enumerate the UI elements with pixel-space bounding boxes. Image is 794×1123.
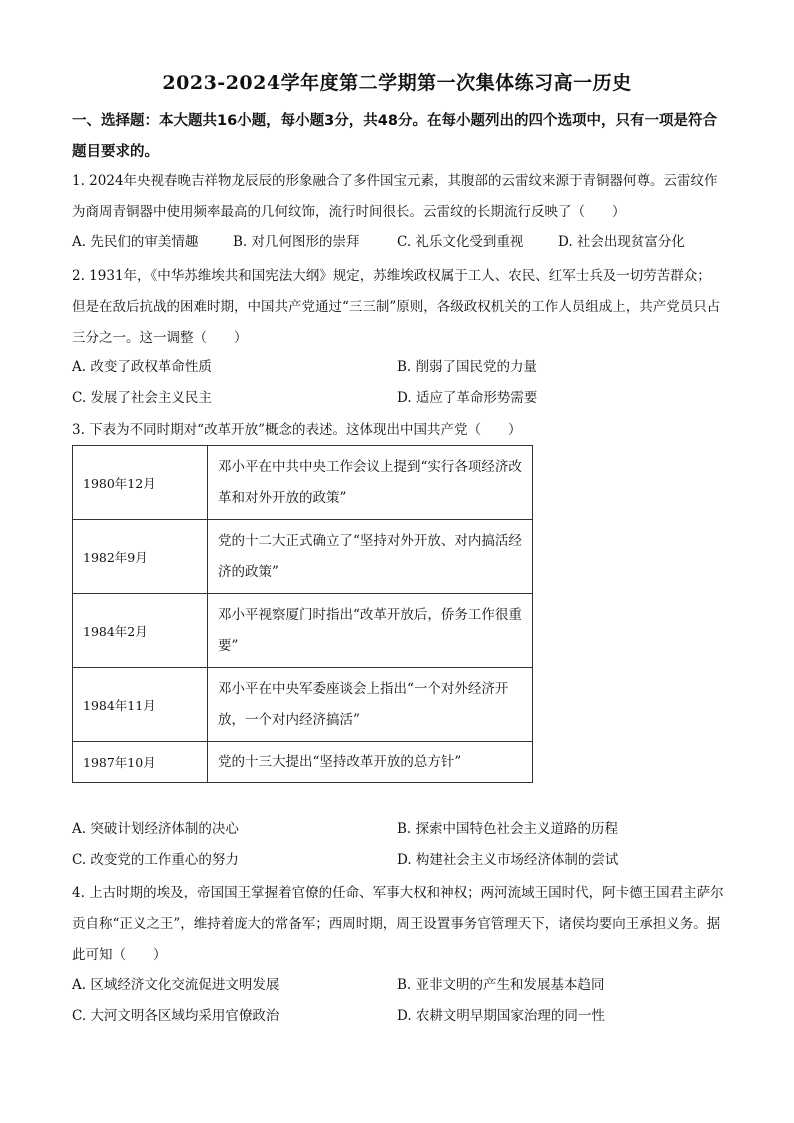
page-title: 2023-2024学年度第二学期第一次集体练习高一历史 — [162, 72, 632, 94]
table-row — [73, 742, 533, 783]
q1-option-b: B. 对几何图形的崇拜 — [233, 234, 360, 250]
q3-option-a: A. 突破计划经济体制的决心 — [72, 821, 239, 837]
q4-option-d: D. 农耕文明早期国家治理的同一性 — [397, 1008, 605, 1024]
table-cell-date: 1984年2月 — [73, 594, 208, 668]
q2-option-d: D. 适应了革命形势需要 — [397, 390, 538, 406]
q2-option-a: A. 改变了政权革命性质 — [72, 359, 212, 375]
q2-option-c: C. 发展了社会主义民主 — [72, 390, 212, 406]
table-cell-text: 党的十三大提出“坚持改革开放的总方针” — [208, 742, 533, 783]
q1-option-d: D. 社会出现贫富分化 — [558, 234, 685, 250]
q4-option-a: A. 区域经济文化交流促进文明发展 — [72, 977, 280, 993]
table-cell-date: 1982年9月 — [73, 520, 208, 594]
q2-option-b: B. 削弱了国民党的力量 — [397, 359, 538, 375]
table-cell-text: 邓小平在中央军委座谈会上指出“一个对外经济开放，一个对内经济搞活” — [208, 668, 533, 742]
q3-option-c: C. 改变党的工作重心的努力 — [72, 852, 239, 868]
table-cell-date: 1980年12月 — [73, 446, 208, 520]
question-3-stem: 3. 下表为不同时期对“改革开放”概念的表述。这体现出中国共产党（ ） — [72, 422, 522, 438]
table-row — [73, 520, 533, 594]
question-1-stem: 1. 2024年央视春晚吉祥物龙辰辰的形象融合了多件国宝元素，其腹部的云雷纹来源于青铜器何尊。云雷纹作为商周青铜器中使用频率最高的几何纹饰，流行时间很长。云雷纹的长期流行反映了（ ） — [72, 173, 718, 220]
q1-option-a: A. 先民们的审美情趣 — [72, 234, 199, 250]
table-row — [73, 594, 533, 668]
q4-option-b: B. 亚非文明的产生和发展基本趋同 — [397, 977, 605, 993]
table-row — [73, 668, 533, 742]
q4-option-c: C. 大河文明各区域均采用官僚政治 — [72, 1008, 280, 1024]
section-heading: 一、选择题：本大题共16小题，每小题3分，共48分。在每小题列出的四个选项中，只有一项是符合题目要求的。 — [72, 113, 717, 160]
reform-timeline-table — [72, 445, 533, 783]
question-4-stem: 4. 上古时期的埃及，帝国国王掌握着官僚的任命、军事大权和神权；两河流域王国时代，阿卡德王国君主萨尔贡自称“正义之王”，维持着庞大的常备军；西周时期，周王设置事务官管理天下，诸侯均要向王承担义务。据此可知（ ） — [72, 885, 724, 963]
table-cell-date: 1984年11月 — [73, 668, 208, 742]
q1-option-c: C. 礼乐文化受到重视 — [397, 234, 524, 250]
table-cell-text: 党的十二大正式确立了“坚持对外开放、对内搞活经济的政策” — [208, 520, 533, 594]
q3-option-b: B. 探索中国特色社会主义道路的历程 — [397, 821, 619, 837]
table-row — [73, 446, 533, 520]
question-2-stem: 2. 1931年，《中华苏维埃共和国宪法大纲》规定，苏维埃政权属于工人、农民、红军士兵及一切劳苦群众；但是在敌后抗战的困难时期，中国共产党通过“三三制”原则，各级政权机关的工作人员组成上，共产党员只占三分之一。这一调整（ ） — [72, 268, 721, 346]
table-cell-text: 邓小平视察厦门时指出“改革开放后，侨务工作很重要” — [208, 594, 533, 668]
table-cell-date: 1987年10月 — [73, 742, 208, 783]
q3-option-d: D. 构建社会主义市场经济体制的尝试 — [397, 852, 619, 868]
table-cell-text: 邓小平在中共中央工作会议上提到“实行各项经济改革和对外开放的政策” — [208, 446, 533, 520]
